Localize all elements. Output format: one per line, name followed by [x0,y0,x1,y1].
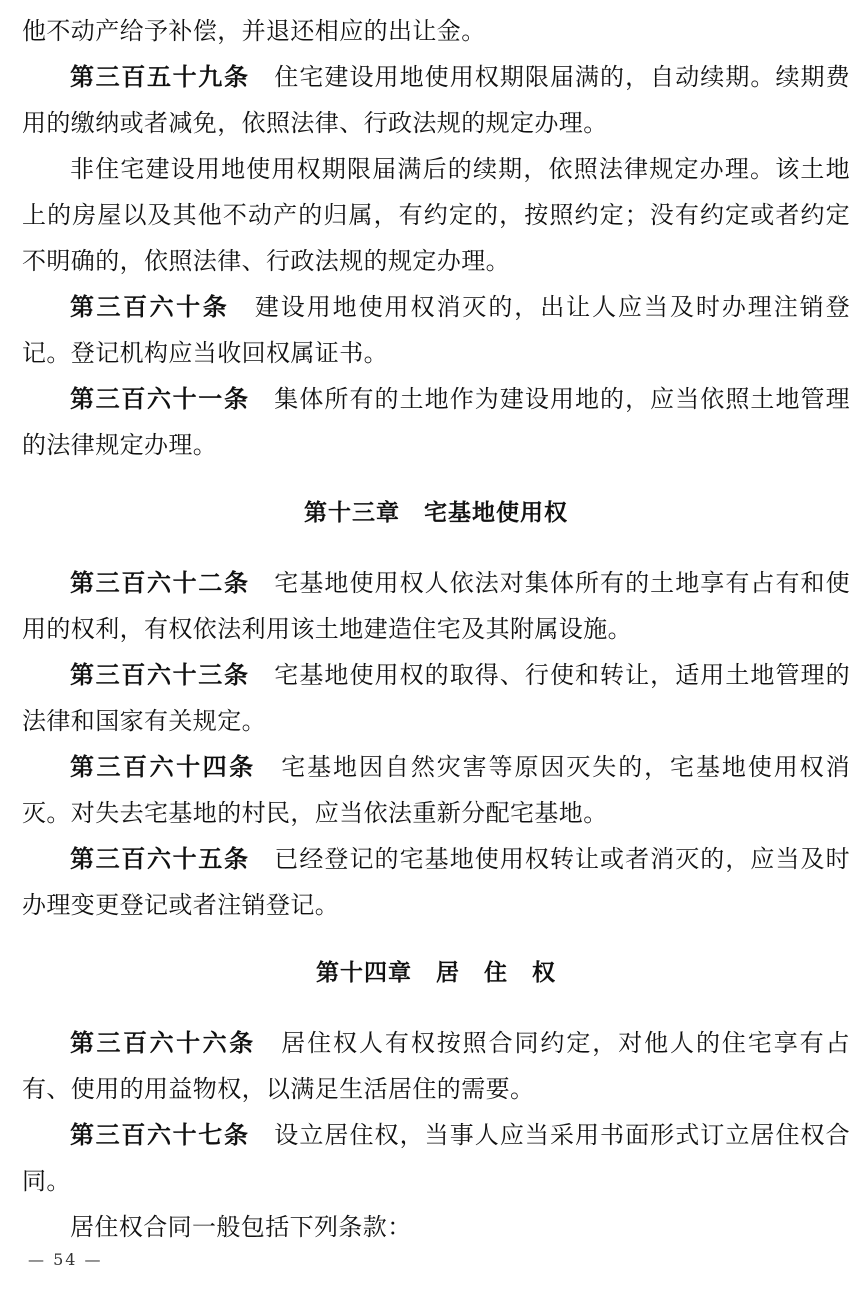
article-367-paragraph-2: 居住权合同一般包括下列条款： [70,1213,412,1241]
article-label: 第三百六十四条 [70,753,256,781]
article-text: 建设用地使用权消灭的，出让人应当及时办理注销登记。登记机构应当收回权属证书。 [22,293,851,367]
document-page [22,8,850,1250]
paragraph-continuation: 他不动产给予补偿，并退还相应的出让金。 [22,17,486,45]
article-text: 宅基地使用权人依法对集体所有的土地享有占有和使用的权利，有权依法利用该土地建造住宅及其附属设施。 [22,569,851,643]
chapter-14-heading: 第十四章 居 住 权 [316,960,556,986]
article-label: 第三百六十一条 [70,385,250,413]
article-label: 第三百六十六条 [70,1029,256,1057]
article-text: 已经登记的宅基地使用权转让或者消灭的，应当及时办理变更登记或者注销登记。 [22,845,851,919]
article-text: 宅基地因自然灾害等原因灭失的，宅基地使用权消灭。对失去宅基地的村民，应当依法重新分配宅基地。 [22,753,850,827]
article-361 [22,376,850,468]
article-362 [22,560,850,652]
article-label: 第三百六十二条 [70,569,250,597]
article-text: 住宅建设用地使用权期限届满的，自动续期。续期费用的缴纳或者减免，依照法律、行政法规的规定办理。 [22,63,851,137]
article-text: 设立居住权，当事人应当采用书面形式订立居住权合同。 [22,1121,851,1195]
article-367 [22,1112,850,1204]
article-label: 第三百六十三条 [70,661,250,689]
article-text: 宅基地使用权的取得、行使和转让，适用土地管理的法律和国家有关规定。 [22,661,851,735]
article-360 [22,284,850,376]
article-364 [22,744,850,836]
article-365 [22,836,850,928]
page-number: — 54 — [28,1250,103,1269]
article-363 [22,652,850,744]
article-label: 第三百六十七条 [70,1121,250,1149]
article-label: 第三百六十五条 [70,845,250,873]
article-359-paragraph-2: 非住宅建设用地使用权期限届满后的续期，依照法律规定办理。该土地上的房屋以及其他不动产的归属，有约定的，按照约定；没有约定或者约定不明确的，依照法律、行政法规的规定办理。 [22,155,850,275]
article-label: 第三百六十条 [70,293,230,321]
article-text: 集体所有的土地作为建设用地的，应当依照土地管理的法律规定办理。 [22,385,851,459]
article-366 [22,1020,850,1112]
article-text: 居住权人有权按照合同约定，对他人的住宅享有占有、使用的用益物权，以满足生活居住的需要。 [22,1029,850,1103]
article-359 [22,54,850,146]
chapter-13-heading: 第十三章 宅基地使用权 [304,500,568,526]
article-label: 第三百五十九条 [70,63,250,91]
